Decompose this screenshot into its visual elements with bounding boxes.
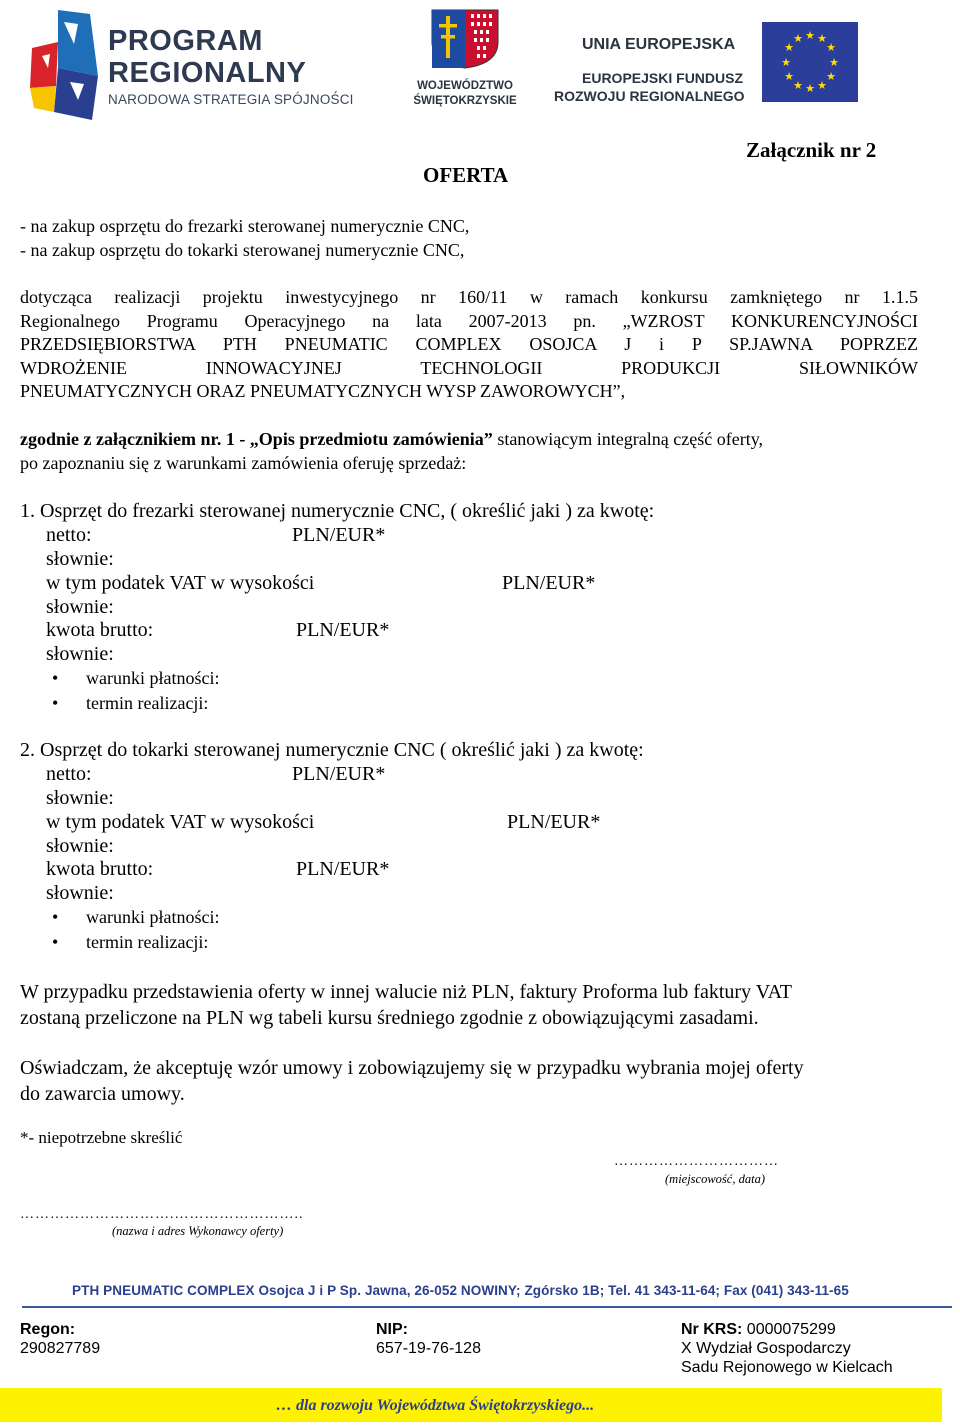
item1-brutto-label: kwota brutto: (46, 619, 154, 641)
currency-note-line-1: W przypadku przedstawienia oferty w innej walucie niż PLN, faktury Proforma lub faktury VAT (20, 981, 793, 1003)
contractor-label: (nazwa i adres Wykonawcy oferty) (112, 1224, 284, 1238)
intro-line-4: WDROŻENIE INNOWACYJNEJ TECHNOLOGII PRODUKCJI SIŁOWNIKÓW (20, 358, 918, 378)
item2-heading: 2. Osprzęt do tokarki sterowanej numerycznie CNC ( określić jaki ) za kwotę: (20, 739, 644, 761)
item1-payment-label: warunki płatności: (86, 668, 220, 688)
according-line-2: po zapoznaniu się z warunkami zamówienia oferuję sprzedaż: (20, 453, 467, 473)
item1-slownie-2: słownie: (46, 596, 114, 618)
svg-text:★: ★ (793, 79, 803, 92)
nip-value: 657-19-76-128 (376, 1340, 481, 1357)
regon-value: 290827789 (20, 1340, 101, 1357)
svg-text:★: ★ (826, 41, 836, 54)
svg-text:★: ★ (817, 32, 827, 45)
eu-logo-line2: EUROPEJSKI FUNDUSZ (582, 70, 744, 86)
coat-of-arms-icon (430, 8, 500, 70)
svg-text:★: ★ (784, 41, 794, 54)
nip-label: NIP: (376, 1321, 408, 1338)
item2-payment-label: warunki płatności: (86, 907, 220, 927)
bullet-icon: • (52, 693, 59, 713)
currency-note-line-2: zostaną przeliczone na PLN wg tabeli kursu średniego zgodnie z obowiązującymi zasadami. (20, 1007, 759, 1029)
purchase-line-2: - na zakup osprzętu do tokarki sterowanej numerycznie CNC, (20, 240, 465, 260)
intro-line-5: PNEUMATYCZNYCH ORAZ PNEUMATYCZNYCH WYSP ZAWOROWYCH”, (20, 381, 626, 401)
program-regionalny-emblem-icon (28, 8, 108, 122)
program-logo-line2: REGIONALNY (108, 57, 307, 89)
item2-vat-label: w tym podatek VAT w wysokości (46, 811, 315, 833)
svg-text:★: ★ (829, 56, 839, 69)
contractor-dots: ………………………….…………………….. (20, 1207, 304, 1222)
according-rest: stanowiącym integralną część oferty, (492, 429, 764, 449)
krs-label: Nr KRS: (681, 1321, 743, 1338)
court-line-1: X Wydział Gospodarczy (681, 1340, 851, 1357)
eu-logo (552, 22, 862, 108)
krs-value: 0000075299 (742, 1321, 836, 1338)
item1-heading: 1. Osprzęt do frezarki sterowanej numerycznie CNC, ( określić jaki ) za kwotę: (20, 500, 655, 522)
item1-netto-label: netto: (46, 524, 92, 546)
item2-slownie-2: słownie: (46, 835, 114, 857)
footnote: *- niepotrzebne skreślić (20, 1128, 183, 1147)
declaration-line-2: do zawarcia umowy. (20, 1083, 185, 1105)
svg-text:★: ★ (805, 29, 815, 42)
place-date-label: (miejscowość, data) (665, 1172, 765, 1186)
item2-slownie-3: słownie: (46, 882, 114, 904)
bullet-icon: • (52, 932, 59, 952)
intro-line-1: dotycząca realizacji projektu inwestycyjnego nr 160/11 w ramach konkursu zamkniętego nr 1.1.5 (20, 287, 918, 307)
svg-text:★: ★ (784, 70, 794, 83)
item1-slownie-1: słownie: (46, 548, 114, 570)
program-regionalny-logo (28, 8, 368, 122)
item2-slownie-1: słownie: (46, 787, 114, 809)
footer-divider (22, 1306, 952, 1308)
item1-vat-currency: PLN/EUR* (502, 572, 596, 594)
according-bold: zgodnie z załącznikiem nr. 1 - „Opis przedmiotu zamówienia” (20, 429, 493, 449)
svg-text:★: ★ (817, 79, 827, 92)
item1-netto-currency: PLN/EUR* (292, 524, 386, 546)
item2-brutto-currency: PLN/EUR* (296, 858, 390, 880)
region-logo-line1: WOJEWÓDZTWO (417, 80, 513, 92)
bullet-icon: • (52, 907, 59, 927)
eu-flag-icon (762, 22, 858, 102)
item1-brutto-currency: PLN/EUR* (296, 619, 390, 641)
intro-line-3: PRZEDSIĘBIORSTWA PTH PNEUMATIC COMPLEX OSOJCA J i P SP.JAWNA POPRZEZ (20, 334, 918, 354)
item2-brutto-label: kwota brutto: (46, 858, 154, 880)
svg-text:★: ★ (805, 82, 815, 95)
court-line-2: Sadu Rejonowego w Kielcach (681, 1359, 893, 1376)
svg-text:★: ★ (781, 56, 791, 69)
item2-netto-label: netto: (46, 763, 92, 785)
wojewodztwo-logo (400, 8, 530, 118)
attachment-label: Załącznik nr 2 (746, 138, 877, 162)
svg-text:★: ★ (793, 32, 803, 45)
program-logo-line3: NARODOWA STRATEGIA SPÓJNOŚCI (108, 92, 354, 107)
item2-vat-currency: PLN/EUR* (507, 811, 601, 833)
company-address-line: PTH PNEUMATIC COMPLEX Osojca J i P Sp. Jawna, 26-052 NOWINY; Zgórsko 1B; Tel. 41 343-11-64; Fax (041) 343-11-65 (72, 1283, 849, 1298)
page-title: OFERTA (423, 163, 509, 187)
purchase-line-1: - na zakup osprzętu do frezarki sterowanej numerycznie CNC, (20, 216, 470, 236)
declaration-line-1: Oświadczam, że akceptuję wzór umowy i zobowiązujemy się w przypadku wybrania mojej oferty (20, 1057, 804, 1079)
according-line-1 (20, 427, 763, 451)
region-logo-line2: ŚWIĘTOKRZYSKIE (413, 95, 517, 107)
intro-line-2: Regionalnego Programu Operacyjnego na lata 2007-2013 pn. „WZROST KONKURENCYJNOŚCI (20, 311, 918, 331)
program-logo-line1: PROGRAM (108, 25, 263, 57)
item2-deadline-label: termin realizacji: (86, 932, 209, 952)
item2-netto-currency: PLN/EUR* (292, 763, 386, 785)
place-date-dots: …………………………… (614, 1154, 779, 1169)
eu-logo-line3: ROZWOJU REGIONALNEGO (554, 88, 745, 104)
item1-vat-label: w tym podatek VAT w wysokości (46, 572, 315, 594)
regon-label: Regon: (20, 1321, 76, 1338)
svg-text:★: ★ (826, 70, 836, 83)
bullet-icon: • (52, 668, 59, 688)
item1-slownie-3: słownie: (46, 643, 114, 665)
eu-logo-line1: UNIA EUROPEJSKA (582, 36, 736, 53)
item1-deadline-label: termin realizacji: (86, 693, 209, 713)
krs-line (681, 1321, 836, 1339)
slogan-text: … dla rozwoju Województwa Świętokrzyskiego... (276, 1397, 595, 1414)
